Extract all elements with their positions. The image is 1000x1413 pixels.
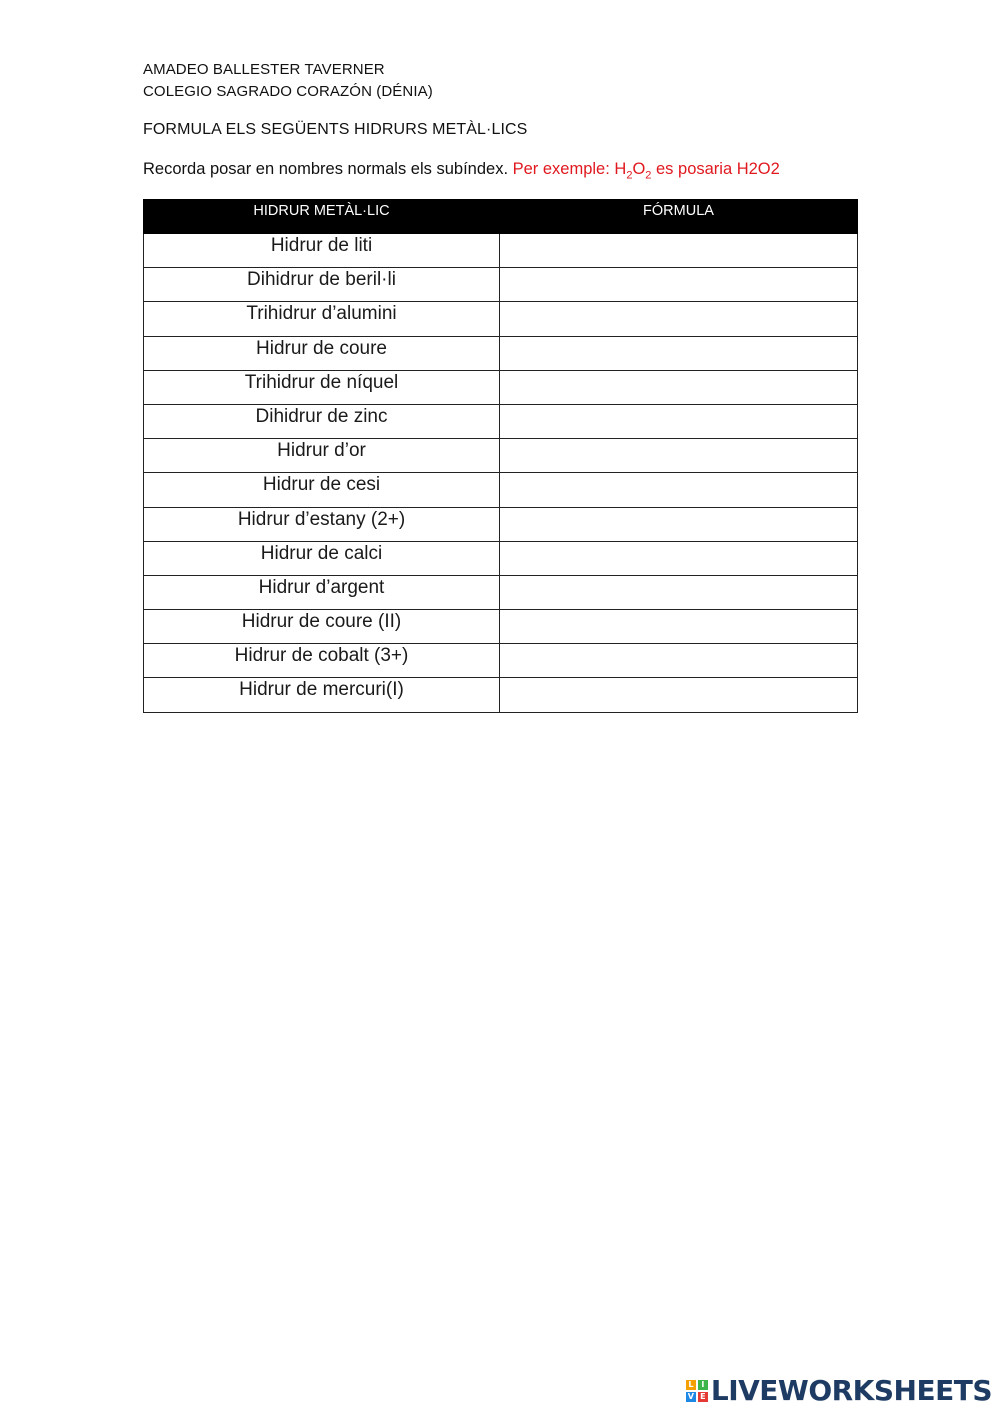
logo-text: LIVEWORKSHEETS xyxy=(710,1374,992,1407)
formula-answer-input[interactable] xyxy=(500,678,857,711)
logo-letter-i: I xyxy=(698,1380,708,1390)
hydride-name-cell: Dihidrur de beril·li xyxy=(144,268,500,302)
table-row xyxy=(144,678,858,712)
table-row xyxy=(144,268,858,302)
author-name: AMADEO BALLESTER TAVERNER xyxy=(143,61,385,78)
instructions xyxy=(143,160,780,181)
formula-answer-input[interactable] xyxy=(500,337,857,370)
formula-answer-cell[interactable] xyxy=(500,268,858,302)
table-header-row xyxy=(144,200,858,234)
liveworksheets-logo-icon xyxy=(686,1380,708,1402)
example-suffix: es posaria H2O2 xyxy=(651,160,780,178)
column-header-hydride: HIDRUR METÀL·LIC xyxy=(144,200,500,234)
instructions-example xyxy=(512,160,780,182)
hydride-name-cell: Hidrur de cesi xyxy=(144,473,500,507)
example-subscript-2: 2 xyxy=(645,169,652,182)
formula-answer-input[interactable] xyxy=(500,302,857,335)
column-header-formula: FÓRMULA xyxy=(500,200,858,234)
table-row xyxy=(144,234,858,268)
logo-letter-e: E xyxy=(698,1392,708,1402)
formula-answer-cell[interactable] xyxy=(500,302,858,336)
table-row xyxy=(144,507,858,541)
table-row xyxy=(144,439,858,473)
formula-answer-cell[interactable] xyxy=(500,541,858,575)
formula-answer-cell[interactable] xyxy=(500,336,858,370)
hydride-name-cell: Trihidrur d’alumini xyxy=(144,302,500,336)
hydride-name-cell: Hidrur de liti xyxy=(144,234,500,268)
table-row xyxy=(144,404,858,438)
example-mid: O xyxy=(632,160,646,178)
table-row xyxy=(144,302,858,336)
school-name: COLEGIO SAGRADO CORAZÓN (DÉNIA) xyxy=(143,83,433,100)
hydride-name-cell: Hidrur de mercuri(I) xyxy=(144,678,500,712)
formula-answer-cell[interactable] xyxy=(500,439,858,473)
table-row xyxy=(144,610,858,644)
hydride-name-cell: Hidrur d’estany (2+) xyxy=(144,507,500,541)
formula-answer-cell[interactable] xyxy=(500,644,858,678)
hydride-name-cell: Hidrur de coure xyxy=(144,336,500,370)
logo-letter-v: V xyxy=(687,1391,694,1401)
formula-answer-input[interactable] xyxy=(500,405,857,438)
instructions-text: Recorda posar en nombres normals els subíndex. xyxy=(143,160,513,178)
liveworksheets-logo xyxy=(686,1374,992,1407)
formula-answer-input[interactable] xyxy=(500,439,857,472)
formula-answer-input[interactable] xyxy=(500,542,857,575)
hydride-name-cell: Hidrur de calci xyxy=(144,541,500,575)
formula-answer-cell[interactable] xyxy=(500,370,858,404)
formula-answer-cell[interactable] xyxy=(500,473,858,507)
table-row xyxy=(144,336,858,370)
formula-answer-cell[interactable] xyxy=(500,575,858,609)
formula-answer-input[interactable] xyxy=(500,268,857,301)
hydride-name-cell: Hidrur d’argent xyxy=(144,575,500,609)
table-row xyxy=(144,644,858,678)
hydride-name-cell: Dihidrur de zinc xyxy=(144,404,500,438)
formula-answer-input[interactable] xyxy=(500,234,857,267)
formula-answer-input[interactable] xyxy=(500,610,857,643)
formula-answer-input[interactable] xyxy=(500,644,857,677)
formula-answer-input[interactable] xyxy=(500,371,857,404)
formula-answer-cell[interactable] xyxy=(500,404,858,438)
hydride-name-cell: Hidrur de cobalt (3+) xyxy=(144,644,500,678)
table-row xyxy=(144,575,858,609)
worksheet-title: FORMULA ELS SEGÜENTS HIDRURS METÀL·LICS xyxy=(143,121,528,138)
formula-answer-cell[interactable] xyxy=(500,610,858,644)
formula-answer-input[interactable] xyxy=(500,473,857,506)
table-row xyxy=(144,541,858,575)
example-prefix: Per exemple: H xyxy=(512,160,627,178)
table-row xyxy=(144,370,858,404)
formula-answer-cell[interactable] xyxy=(500,234,858,268)
formula-answer-input[interactable] xyxy=(500,576,857,609)
hydride-name-cell: Hidrur de coure (II) xyxy=(144,610,500,644)
hydrides-table xyxy=(143,199,858,713)
hydride-name-cell: Trihidrur de níquel xyxy=(144,370,500,404)
hydride-name-cell: Hidrur d’or xyxy=(144,439,500,473)
formula-answer-cell[interactable] xyxy=(500,507,858,541)
logo-letter-l: L xyxy=(686,1380,696,1390)
table-row xyxy=(144,473,858,507)
example-subscript-1: 2 xyxy=(626,169,633,182)
formula-answer-input[interactable] xyxy=(500,508,857,541)
formula-answer-cell[interactable] xyxy=(500,678,858,712)
